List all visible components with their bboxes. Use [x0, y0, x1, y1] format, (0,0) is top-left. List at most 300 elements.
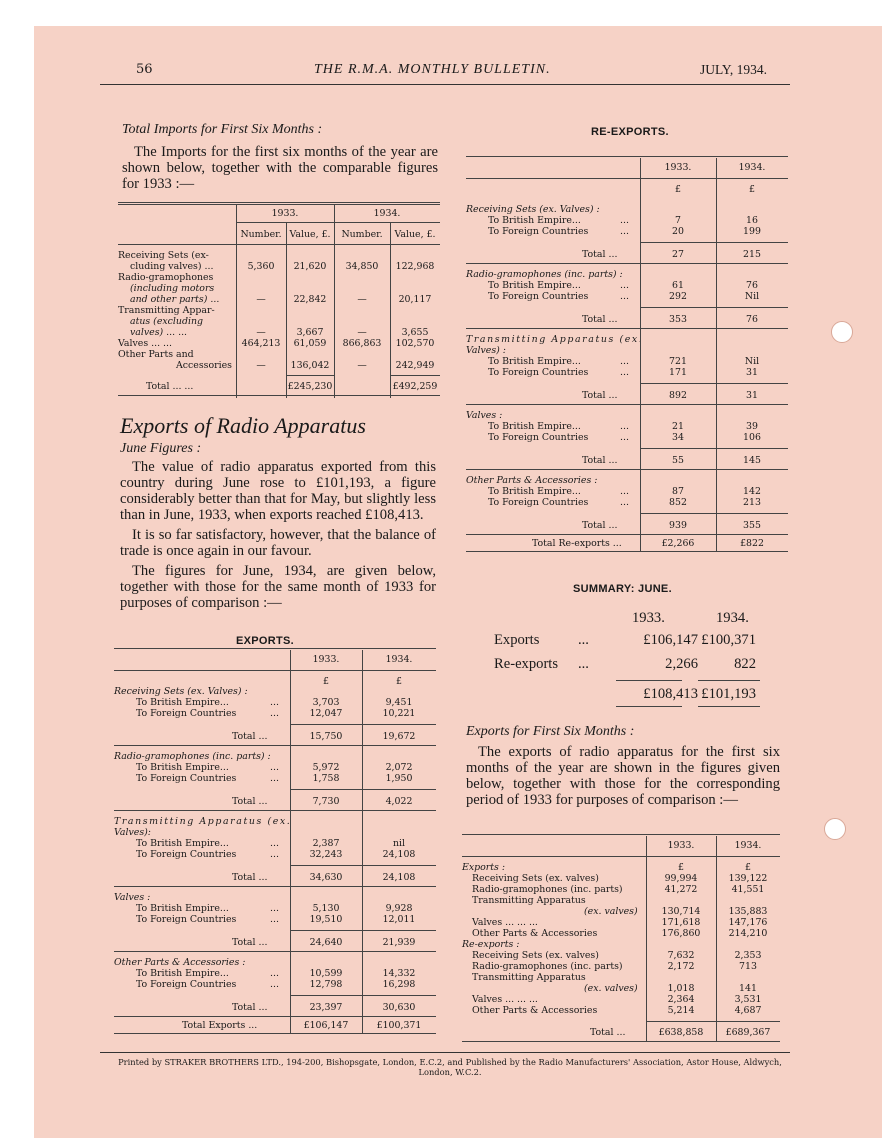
leader-dots: ... — [270, 838, 279, 849]
cell-1933: 7 — [675, 215, 681, 226]
cell-1934: 31 — [746, 367, 758, 378]
summary-rule — [698, 706, 760, 707]
rule-top — [466, 156, 788, 157]
line-label: To British Empire... — [488, 356, 581, 367]
group-label: Receiving Sets (ex. Valves) : — [466, 204, 600, 215]
year-1933-header: 1933. — [271, 208, 299, 219]
rule-bottom — [114, 1033, 436, 1034]
year-1933-header: 1933. — [664, 162, 692, 173]
row-label: Radio-gramophones (inc. parts) — [472, 884, 623, 895]
total-label: Total ... ... — [146, 381, 194, 392]
grand-total-label: Total Exports ... — [182, 1020, 258, 1031]
total-1934: 145 — [743, 455, 761, 466]
cell-1934: 9,928 — [385, 903, 413, 914]
rule-bottom — [462, 1041, 780, 1042]
rule — [290, 789, 436, 790]
row-label: cluding valves) ... — [130, 261, 214, 272]
year-1934-header: 1934. — [385, 654, 413, 665]
leader-dots: ... — [270, 979, 279, 990]
row-label: Other Parts & Accessories — [472, 928, 598, 939]
line-label: To British Empire... — [136, 968, 229, 979]
cell-n1: — — [256, 327, 266, 338]
rule — [466, 178, 788, 179]
total-1934: 4,022 — [385, 796, 413, 807]
summary-1933: £106,147 — [643, 632, 698, 648]
cell-1933: 292 — [669, 291, 687, 302]
exports-table-title: EXPORTS. — [236, 635, 295, 647]
leader-dots: ... — [620, 432, 629, 443]
issue-date: JULY, 1934. — [700, 62, 768, 77]
total-1934: £689,367 — [725, 1027, 771, 1038]
total-1934: 19,672 — [382, 731, 416, 742]
cell-1934: nil — [392, 838, 406, 849]
rule — [290, 724, 436, 725]
grand-total-1933: £2,266 — [661, 538, 695, 549]
rule-top — [462, 834, 780, 835]
cell-1933: 32,243 — [309, 849, 343, 860]
rule — [236, 222, 440, 223]
col-header: Value, £. — [394, 229, 436, 240]
rule — [390, 375, 440, 376]
cell-1933: 12,047 — [309, 708, 343, 719]
summary-dots: ... — [578, 656, 589, 672]
col-divider — [290, 650, 291, 1033]
year-1934-header: 1934. — [734, 840, 762, 851]
cell-1933: 5,130 — [312, 903, 340, 914]
cell-1933: 12,798 — [309, 979, 343, 990]
cell-1934: 41,551 — [731, 884, 765, 895]
cell-1933: 721 — [669, 356, 687, 367]
page-number: 56 — [136, 62, 153, 77]
line-label: To Foreign Countries — [488, 291, 589, 302]
reexports-table-title: RE-EXPORTS. — [591, 126, 669, 138]
rule — [290, 930, 436, 931]
cell-1934: 24,108 — [382, 849, 416, 860]
summary-total-1933: £108,413 — [643, 686, 698, 702]
rule — [114, 745, 436, 746]
group-label: Other Parts & Accessories : — [466, 475, 598, 486]
cell-1933: 2,172 — [667, 961, 695, 972]
year-1933-header: 1933. — [667, 840, 695, 851]
cell-1933: 21 — [672, 421, 684, 432]
summary-row-label: Re-exports — [494, 656, 559, 672]
row-label: and other parts) ... — [130, 294, 220, 305]
line-label: To British Empire... — [488, 215, 581, 226]
row-label: Other Parts & Accessories — [472, 1005, 598, 1016]
exports-para-3: The figures for June, 1934, are given below, together with those for the same month of 1933 for purposes of comparison :— — [120, 563, 436, 611]
line-label: To Foreign Countries — [136, 708, 237, 719]
leader-dots: ... — [620, 497, 629, 508]
cell-1934: 1,950 — [385, 773, 413, 784]
grand-total-1934: £822 — [740, 538, 764, 549]
row-label: Valves ... ... ... — [472, 917, 538, 928]
group-label: Valves): — [114, 827, 151, 838]
exports-table — [114, 648, 436, 1044]
total-1933: 15,750 — [309, 731, 343, 742]
cell-1934: 10,221 — [382, 708, 416, 719]
cell-n2: — — [357, 294, 367, 305]
exports-para-2: It is so far satisfactory, however, that the balance of trade is once again in our favour. — [120, 527, 436, 559]
leader-dots: ... — [620, 280, 629, 291]
rule — [466, 404, 788, 405]
cell-1933: 7,632 — [667, 950, 695, 961]
cell-1934: 713 — [739, 961, 757, 972]
line-label: To British Empire... — [136, 838, 229, 849]
cell-1934: 139,122 — [728, 873, 768, 884]
cell-1934: 147,176 — [728, 917, 768, 928]
total-label: Total ... — [232, 937, 268, 948]
bulletin-title: THE R.M.A. MONTHLY BULLETIN. — [314, 62, 551, 77]
rule — [640, 448, 788, 449]
group-label: Valves) : — [466, 345, 506, 356]
reexports-table — [466, 156, 788, 562]
rule — [290, 995, 436, 996]
leader-dots: ... — [270, 773, 279, 784]
cell-v1: 61,059 — [293, 338, 327, 349]
cell-1933: 20 — [672, 226, 684, 237]
cell-n2: — — [357, 360, 367, 371]
cell-v2: 242,949 — [395, 360, 435, 371]
cell-1933: 2,364 — [667, 994, 695, 1005]
group-label: Radio-gramophones (inc. parts) : — [114, 751, 271, 762]
rule-bottom — [118, 395, 440, 396]
total-1934: 30,630 — [382, 1002, 416, 1013]
line-label: To Foreign Countries — [488, 226, 589, 237]
imports-intro: The Imports for the first six months of the year are shown below, together with the comparable figures for 1933 :— — [122, 144, 438, 192]
row-label: Receiving Sets (ex. valves) — [472, 873, 599, 884]
summary-1934: 822 — [734, 656, 756, 672]
line-label: To Foreign Countries — [488, 367, 589, 378]
cell-v2: 20,117 — [398, 294, 432, 305]
cell-1933: 852 — [669, 497, 687, 508]
line-label: To British Empire... — [488, 280, 581, 291]
rule — [466, 263, 788, 264]
group-label: Radio-gramophones (inc. parts) : — [466, 269, 623, 280]
rule — [640, 242, 788, 243]
leader-dots: ... — [270, 968, 279, 979]
punch-hole-lower — [824, 818, 846, 840]
rule — [114, 670, 436, 671]
cell-1933: 10,599 — [309, 968, 343, 979]
cell-v1: 136,042 — [290, 360, 330, 371]
cell-1934: 213 — [743, 497, 761, 508]
cell-v2: 3,655 — [401, 327, 429, 338]
leader-dots: ... — [620, 291, 629, 302]
exports-article-heading: Exports of Radio Apparatus — [120, 413, 366, 438]
col-divider — [716, 158, 717, 551]
cell-n1: — — [256, 360, 266, 371]
line-label: To Foreign Countries — [488, 432, 589, 443]
cell-v2: 122,968 — [395, 261, 435, 272]
cell-1933: 130,714 — [661, 906, 701, 917]
rule — [640, 307, 788, 308]
cell-1934: 14,332 — [382, 968, 416, 979]
row-label: Radio-gramophones — [118, 272, 214, 283]
col-divider — [286, 222, 287, 398]
total-label: Total ... — [582, 455, 618, 466]
total-1934: 24,108 — [382, 872, 416, 883]
rule — [466, 469, 788, 470]
grand-total-label: Total Re-exports ... — [532, 538, 622, 549]
rule — [640, 383, 788, 384]
grand-total-1933: £106,147 — [303, 1020, 349, 1031]
cell-1934: 76 — [746, 280, 758, 291]
line-label: To British Empire... — [136, 697, 229, 708]
rule — [114, 1016, 436, 1017]
col-divider — [716, 836, 717, 1041]
total-1933: 892 — [669, 390, 687, 401]
total-label: Total ... — [590, 1027, 626, 1038]
line-label: To Foreign Countries — [136, 773, 237, 784]
cell-1934: 9,451 — [385, 697, 413, 708]
row-label: atus (excluding — [130, 316, 204, 327]
currency-1933: £ — [323, 676, 329, 687]
line-label: To British Empire... — [136, 762, 229, 773]
currency-1933: £ — [675, 184, 681, 195]
col-divider — [640, 158, 641, 551]
cell-1934: Nil — [744, 356, 760, 367]
leader-dots: ... — [270, 697, 279, 708]
cell-1933: 5,972 — [312, 762, 340, 773]
cell-1933: 5,214 — [667, 1005, 695, 1016]
summary-dots: ... — [578, 632, 589, 648]
total-1933: £245,230 — [287, 381, 333, 392]
total-label: Total ... — [582, 314, 618, 325]
cell-v2: 102,570 — [395, 338, 435, 349]
col-header: Number. — [240, 229, 282, 240]
cell-1934: 141 — [739, 983, 757, 994]
cell-v1: 22,842 — [293, 294, 327, 305]
rule — [466, 534, 788, 535]
total-label: Total ... — [232, 872, 268, 883]
row-label: Exports : — [462, 862, 505, 873]
cell-1934: 12,011 — [382, 914, 416, 925]
col-divider — [390, 222, 391, 398]
line-label: To Foreign Countries — [136, 979, 237, 990]
year-1934-header: 1934. — [373, 208, 401, 219]
rule-top — [118, 202, 440, 205]
row-label: Transmitting Appar- — [118, 305, 215, 316]
summary-total-1934: £101,193 — [701, 686, 756, 702]
row-label: Receiving Sets (ex. valves) — [472, 950, 599, 961]
cell-1934: 3,531 — [734, 994, 762, 1005]
row-label: (including motors — [130, 283, 215, 294]
leader-dots: ... — [270, 762, 279, 773]
year-1933-header: 1933. — [312, 654, 340, 665]
group-label: Valves : — [114, 892, 151, 903]
group-label: Transmitting Apparatus (ex. — [466, 334, 644, 345]
cell-1934: 39 — [746, 421, 758, 432]
rule — [114, 951, 436, 952]
line-label: To Foreign Countries — [136, 849, 237, 860]
leader-dots: ... — [270, 914, 279, 925]
total-1934: 355 — [743, 520, 761, 531]
line-label: To British Empire... — [488, 421, 581, 432]
cell-1934: 2,072 — [385, 762, 413, 773]
imports-table — [118, 202, 440, 398]
six-months-heading: Exports for First Six Months : — [466, 724, 635, 739]
exports-para-1: The value of radio apparatus exported from this country during June rose to £101,193, a figure considerably better than that for May, but slightly less than in June, 1933, when exports reached £108,413. — [120, 459, 436, 523]
total-1934: £492,259 — [392, 381, 438, 392]
row-label: Accessories — [176, 360, 232, 371]
total-label: Total ... — [232, 796, 268, 807]
rule — [114, 810, 436, 811]
printer-imprint: Printed by STRAKER BROTHERS LTD., 194-200, Bishopsgate, London, E.C.2, and Published by the Radio Manufacturers' Association, Astor House, Aldwych, London, W.C.2. — [118, 1057, 782, 1077]
cell-1933: 41,272 — [664, 884, 698, 895]
total-label: Total ... — [582, 390, 618, 401]
total-1933: 27 — [672, 249, 684, 260]
cell-1934: 16 — [746, 215, 758, 226]
rule — [466, 328, 788, 329]
col-header: Value, £. — [289, 229, 331, 240]
row-label: Transmitting Apparatus — [472, 895, 586, 906]
cell-1934: 2,353 — [734, 950, 762, 961]
cell-1933: 1,018 — [667, 983, 695, 994]
summary-year-1933: 1933. — [632, 610, 665, 626]
cell-1933: 3,703 — [312, 697, 340, 708]
summary-block — [494, 608, 784, 712]
punch-hole-upper — [831, 321, 853, 343]
rule — [286, 375, 334, 376]
june-figures-subheading: June Figures : — [120, 441, 202, 456]
summary-1933: 2,266 — [665, 656, 698, 672]
six-months-table — [462, 834, 780, 1046]
currency-1934: £ — [396, 676, 402, 687]
cell-1933: 99,994 — [664, 873, 698, 884]
row-label: Valves ... ... — [118, 338, 172, 349]
leader-dots: ... — [270, 903, 279, 914]
summary-year-1934: 1934. — [716, 610, 749, 626]
cell-1934: 142 — [743, 486, 761, 497]
cell-1933: 87 — [672, 486, 684, 497]
total-1933: £638,858 — [658, 1027, 704, 1038]
cell-1934: 199 — [743, 226, 761, 237]
summary-title: SUMMARY: JUNE. — [573, 583, 672, 595]
total-1933: 55 — [672, 455, 684, 466]
total-1933: 353 — [669, 314, 687, 325]
imports-heading: Total Imports for First Six Months : — [122, 122, 323, 137]
cell-1933: 1,758 — [312, 773, 340, 784]
row-label: (ex. valves) — [584, 906, 638, 917]
leader-dots: ... — [270, 849, 279, 860]
cell-n2: — — [357, 327, 367, 338]
summary-1934: £100,371 — [701, 632, 756, 648]
cell-1934: Nil — [744, 291, 760, 302]
rule — [290, 865, 436, 866]
leader-dots: ... — [620, 226, 629, 237]
leader-dots: ... — [620, 421, 629, 432]
group-label: Transmitting Apparatus (ex. — [114, 816, 292, 827]
line-label: To Foreign Countries — [136, 914, 237, 925]
cell-1933: 176,860 — [661, 928, 701, 939]
total-1933: 24,640 — [309, 937, 343, 948]
rule — [114, 886, 436, 887]
cell-v1: 3,667 — [296, 327, 324, 338]
footer-rule — [100, 1052, 790, 1053]
total-label: Total ... — [232, 731, 268, 742]
col-divider — [362, 650, 363, 1033]
total-1933: 23,397 — [309, 1002, 343, 1013]
line-label: To British Empire... — [488, 486, 581, 497]
rule — [462, 856, 780, 857]
total-label: Total ... — [232, 1002, 268, 1013]
cell-n1: — — [256, 294, 266, 305]
cell-n2: 34,850 — [345, 261, 379, 272]
row-label: Transmitting Apparatus — [472, 972, 586, 983]
row-label: valves) ... ... — [130, 327, 188, 338]
six-months-intro: The exports of radio apparatus for the first six months of the year are shown in the figures given below, together with those for the corresponding period of 1933 for purposes of comparison :— — [466, 744, 780, 808]
cell-n2: 866,863 — [342, 338, 382, 349]
summary-rule — [616, 706, 682, 707]
total-label: Total ... — [582, 249, 618, 260]
row-label: (ex. valves) — [584, 983, 638, 994]
exports-article-body — [120, 459, 436, 615]
leader-dots: ... — [620, 367, 629, 378]
cell-1934: 4,687 — [734, 1005, 762, 1016]
summary-rule — [698, 680, 760, 681]
leader-dots: ... — [620, 356, 629, 367]
row-label: Receiving Sets (ex- — [118, 250, 209, 261]
row-label: Re-exports : — [462, 939, 520, 950]
total-1933: 34,630 — [309, 872, 343, 883]
cell-1933: 171 — [669, 367, 687, 378]
cell-1934: 16,298 — [382, 979, 416, 990]
cell-1933: 61 — [672, 280, 684, 291]
leader-dots: ... — [620, 215, 629, 226]
group-label: Valves : — [466, 410, 503, 421]
summary-row-label: Exports — [494, 632, 540, 648]
group-label: Other Parts & Accessories : — [114, 957, 246, 968]
currency-1934: £ — [749, 184, 755, 195]
group-label: Receiving Sets (ex. Valves) : — [114, 686, 248, 697]
row-label: Valves ... ... ... — [472, 994, 538, 1005]
row-label: Radio-gramophones (inc. parts) — [472, 961, 623, 972]
header-rule-top — [100, 84, 790, 85]
leader-dots: ... — [620, 486, 629, 497]
currency-1933: £ — [678, 862, 684, 873]
cell-1934: 214,210 — [728, 928, 768, 939]
cell-1934: 135,883 — [728, 906, 768, 917]
col-header: Number. — [341, 229, 383, 240]
rule — [646, 1021, 780, 1022]
total-1934: 21,939 — [382, 937, 416, 948]
total-1934: 76 — [746, 314, 758, 325]
cell-n1: 464,213 — [241, 338, 281, 349]
year-1934-header: 1934. — [738, 162, 766, 173]
rule-top — [114, 648, 436, 649]
rule-bottom — [466, 551, 788, 552]
currency-1934: £ — [745, 862, 751, 873]
total-1933: 939 — [669, 520, 687, 531]
cell-1933: 171,618 — [661, 917, 701, 928]
rule — [118, 244, 440, 245]
cell-n1: 5,360 — [247, 261, 275, 272]
row-label: Other Parts and — [118, 349, 194, 360]
total-1934: 215 — [743, 249, 761, 260]
cell-1933: 2,387 — [312, 838, 340, 849]
cell-1934: 106 — [743, 432, 761, 443]
total-1933: 7,730 — [312, 796, 340, 807]
cell-v1: 21,620 — [293, 261, 327, 272]
summary-rule — [616, 680, 682, 681]
total-label: Total ... — [582, 520, 618, 531]
grand-total-1934: £100,371 — [376, 1020, 422, 1031]
col-divider — [646, 836, 647, 1041]
line-label: To British Empire... — [136, 903, 229, 914]
cell-1933: 19,510 — [309, 914, 343, 925]
rule — [640, 513, 788, 514]
leader-dots: ... — [270, 708, 279, 719]
